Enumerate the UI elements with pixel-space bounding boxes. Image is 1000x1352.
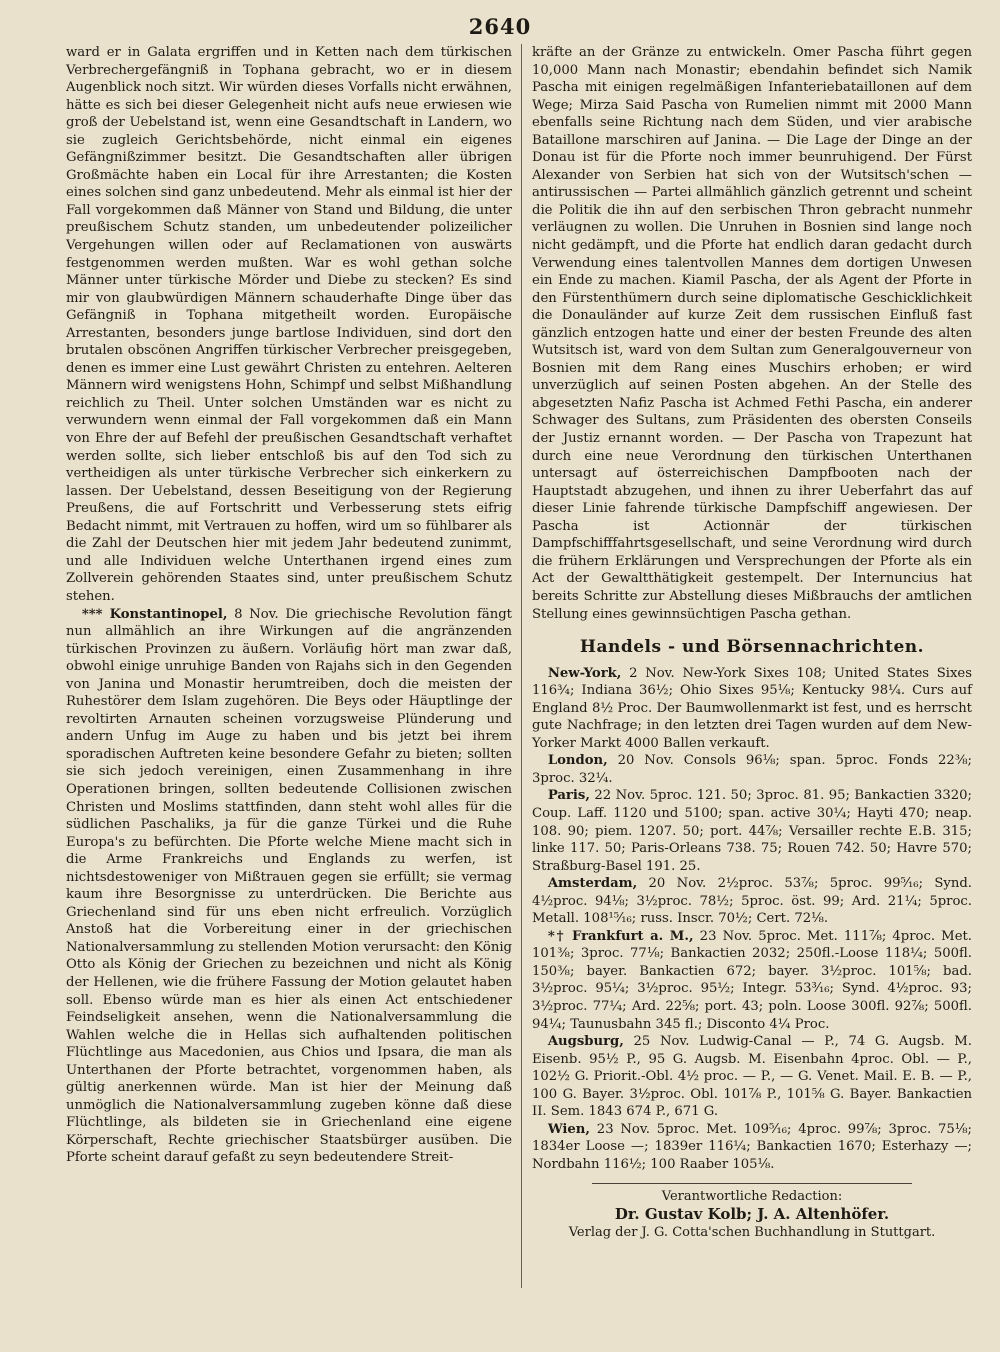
market-place: New-York, (547, 665, 622, 681)
market-place: Paris, (547, 788, 590, 804)
market-text: 23 Nov. 5proc. Met. 109⁵⁄₁₆; 4proc. 99⅞; 3proc. 75⅛; 1834er Loose —; 1839er 116¼; Bankactien 1670; Esterhazy —; Nordbahn 116½; 100 Raaber 105⅛. (532, 1121, 972, 1172)
article-text: 8 Nov. Die griechische Revolution fängt nun allmählich an ihre Wirkungen auf die angränzenden türkischen Provinzen zu äußern. Vorläufig hört man zwar daß, obwohl einige unruhige Banden von Rajahs sich in den Gegenden von Janina und Monastir herumtreiben, doch die meisten der Ruhestörer dem Islam zugehören. Die Beys oder Häuptlinge der revoltirten Arnauten scheinen vorzugsweise Plünderung und andern Unfug im Auge zu haben und bis jetzt bei ihrem sporadischen Auftreten keine besondere Gefahr zu bieten; sollten sie sich jedoch vereinigen, einen Zusammenhang in ihre Operationen bringen, sollten bedeutende Collisionen zwischen Christen und Moslims stattfinden, dann steht wohl alles für die südlichen Paschaliks, ja für die ganze Türkei und die Ruhe Europa's zu befürchten. Die Pforte welche Miene macht sich in die Arme Frankreichs und Englands zu werfen, ist nichtsdestoweniger von Mißtrauen gegen sie erfüllt; sie vermag kaum ihre Besorgnisse zu unterdrücken. Die Berichte aus Griechenland sind für uns eben nicht erfreulich. Vorzüglich Anstoß hat die Vorbereitung einer in der griechischen Nationalversammlung zu stellenden Motion verursacht: den König Otto als König der Griechen zu bezeichnen und nicht als König der Hellenen, wie die frühere Fassung der Motion gelautet haben soll. Ebenso würde man es hier als einen Act entschiedener Feindseligkeit ansehen, wenn die Nationalversammlung die Wahlen welche die in Hellas sich aufhaltenden politischen Flüchtlinge aus Macedonien, aus Chios und Ipsara, die man als Unterthanen der Pforte betrachtet, vorgenommen haben, als gültig anerkennen würde. Man ist hier der Meinung daß unmöglich die Nationalversammlung zugeben könne daß diese Flüchtlinge, als bildeten sie in Griechenland eine eigene Körperschaft, Rechte griechischer Staatsbürger ausüben. Die Pforte scheint darauf gefaßt zu seyn bedeutendere Streit- (66, 606, 512, 1166)
market-entry (532, 1033, 972, 1121)
separator-line (592, 1183, 912, 1184)
market-text: 22 Nov. 5proc. 121. 50; 3proc. 81. 95; Bankactien 3320; Coup. Laff. 1120 und 5100; span. active 30¼; Hayti 470; neap. 108. 90; piem. 1207. 50; port. 44⅞; Versailler rechte E.B. 315; linke 117. 50; Paris-Orleans 738. 75; Rouen 742. 50; Havre 570; Straßburg-Basel 191. 25. (532, 788, 972, 874)
market-text: 2 Nov. New-York Sixes 108; United States Sixes 116¾; Indiana 36½; Ohio Sixes 95⅛; Kentucky 98¼. Curs auf England 8½ Proc. Der Baumwollenmarkt ist fest, und es herrscht gute Nachfrage; in den letzten drei Tagen wurden auf dem New-Yorker Markt 4000 Ballen verkauft. (532, 665, 972, 751)
market-text: 25 Nov. Ludwig-Canal — P., 74 G. Augsb. M. Eisenb. 95½ P., 95 G. Augsb. M. Eisenbahn 4proc. Obl. — P., 102½ G. Priorit.-Obl. 4½ proc. — P., — G. Venet. Mail. E. B. — P., 100 G. Bayer. 3½proc. Obl. 101⅞ P., 101⅝ G. Bayer. Bankactien II. Sem. 1843 674 P., 671 G. (532, 1034, 972, 1120)
market-place: London, (547, 753, 608, 769)
market-text: 20 Nov. 2½proc. 53⅞; 5proc. 99⁵⁄₁₆; Synd. 4½proc. 94⅛; 3½proc. 78½; 5proc. öst. 99; Ard. 21¼; 5proc. Metall. 108¹⁵⁄₁₆; russ. Inscr. 70½; Cert. 72⅛. (532, 876, 972, 927)
market-place: Wien, (547, 1121, 590, 1137)
market-entry (532, 928, 972, 1033)
market-place: Augsburg, (547, 1034, 624, 1050)
market-entry (532, 752, 972, 787)
article-konstantinopel (66, 606, 512, 1168)
market-entry (532, 875, 972, 928)
market-entry (532, 1121, 972, 1174)
publisher-line: Verlag der J. G. Cotta'schen Buchhandlung in Stuttgart. (568, 1224, 936, 1240)
redaction-block (532, 1188, 972, 1241)
redaction-editors: Dr. Gustav Kolb; J. A. Altenhöfer. (614, 1205, 890, 1223)
market-text: 20 Nov. Consols 96⅛; span. 5proc. Fonds 22⅜; 3proc. 32¼. (532, 753, 972, 786)
left-column (66, 44, 512, 1167)
dateline: *** Konstantinopel, (81, 606, 228, 622)
market-text: 23 Nov. 5proc. Met. 111⅞; 4proc. Met. 101⅜; 3proc. 77⅛; Bankactien 2032; 250fl.-Loose 118¼; 500fl. 150⅜; bayer. Bankactien 672; bayer. 3½proc. 101⅝; bad. 3½proc. 95¼; 3½proc. 95½; Integr. 53³⁄₁₆; Synd. 4½proc. 93; 3½proc. 77¼; Ard. 22⅝; port. 43; poln. Loose 300fl. 92⅞; 500fl. 94¼; Taunusbahn 345 fl.; Disconto 4¼ Proc. (532, 928, 972, 1032)
market-place: Amsterdam, (547, 876, 638, 892)
page-number: 2640 (468, 14, 532, 39)
market-place: *† Frankfurt a. M., (547, 928, 694, 944)
column-rule (521, 44, 522, 1288)
article-paragraph: ward er in Galata ergriffen und in Ketten nach dem türkischen Verbrechergefängniß in Tophana gebracht, wo er in diesem Augenblick noch sitzt. Wir würden dieses Vorfalls nicht erwähnen, hätte es sich bei dieser Gelegenheit nicht aufs neue erwiesen wie groß der Uebelstand ist, wenn eine Gesandtschaft in Landern, wo sie zugleich Gerichtsbehörde, nicht einmal ein eigenes Gefängnißzimmer besitzt. Die Gesandtschaften aller übrigen Großmächte haben ein Local für ihre Arrestanten; die Kosten eines solchen sind ganz unbedeutend. Mehr als einmal ist hier der Fall vorgekommen daß Männer von Stand und Bildung, die unter preußischem Schutz standen, um unbedeutender polizeilicher Vergehungen willen oder auf Reclamationen von auswärts festgenommen werden mußten. War es wohl gethan solche Männer unter türkische Mörder und Diebe zu stecken? Es sind mir von glaubwürdigen Männern schauderhafte Dinge über das Gefängniß in Tophana mitgetheilt worden. Europäische Arrestanten, besonders junge bartlose Individuen, sind dort den brutalen obscönen Angriffen türkischer Verbrecher preisgegeben, denen es immer eine Lust gewährt Christen zu entehren. Aelteren Männern wird wenigstens Hohn, Schimpf und selbst Mißhandlung reichlich zu Theil. Unter solchen Umständen war es nicht zu verwundern wenn einmal der Fall vorgekommen daß ein Mann von Ehre der auf Befehl der preußischen Gesandtschaft verhaftet werden sollte, sich lieber entschloß bis auf den Tod sich zu vertheidigen als unter türkische Verbrecher sich einkerkern zu lassen. Der Uebelstand, dessen Beseitigung von der Regierung Preußens, die auf Fortschritt und Verbesserung stets eifrig Bedacht nimmt, mit Vertrauen zu hoffen, wird um so fühlbarer als die Zahl der Deutschen hier mit jedem Jahr bedeutend zunimmt, und alle Individuen welche Unterthanen irgend eines zum Zollverein gehörenden Staates sind, unter preußischem Schutz stehen. (66, 45, 512, 604)
article-paragraph: kräfte an der Gränze zu entwickeln. Omer Pascha führt gegen 10,000 Mann nach Monastir; ebendahin befindet sich Namik Pascha mit einigen regelmäßigen Infanteriebataillonen auf dem Wege; Mirza Said Pascha von Rumelien nimmt mit 2000 Mann ebenfalls seine Richtung nach dem Süden, und vier arabische Bataillone marschiren auf Janina. — Die Lage der Dinge an der Donau ist für die Pforte noch immer beunruhigend. Der Fürst Alexander von Serbien hat sich von der Wutsitsch'schen — antirussischen — Partei allmählich gänzlich getrennt und scheint die Politik die ihn auf den serbischen Thron gebracht nunmehr verläugnen zu wollen. Die Unruhen in Bosnien sind lange noch nicht gedämpft, und die Pforte hat endlich daran gedacht durch Verwendung eines talentvollen Mannes dem dortigen Unwesen ein Ende zu machen. Kiamil Pascha, der als Agent der Pforte in den Fürstenthümern durch seine diplomatische Geschicklichkeit die Donauländer auf kurze Zeit dem russischen Einfluß fast gänzlich entzogen hatte und einer der besten Freunde des alten Wutsitsch ist, ward von dem Sultan zum Generalgouverneur von Bosnien mit dem Rang eines Muschirs erhoben; er wird unverzüglich auf seinen Posten abgehen. An der Stelle des abgesetzten Nafiz Pascha ist Achmed Fethi Pascha, ein anderer Schwager des Sultans, zum Präsidenten des obersten Conseils der Justiz ernannt worden. — Der Pascha von Trapezunt hat durch eine neue Verordnung den türkischen Unterthanen untersagt auf österreichischen Dampfbooten nach der Hauptstadt abzugehen, und ihnen zu ihrer Ueberfahrt das auf dieser Linie fahrende türkische Dampfschiff angewiesen. Der Pascha ist Actionnär der türkischen Dampfschifffahrtsgesellschaft, und seine Verordnung wird durch die frühern Erklärungen und Versprechungen der Pforte als ein Act der Gewaltthätigkeit gestempelt. Der Internuncius hat bereits Schritte zur Abstellung dieses Mißbrauchs der amtlichen Stellung eines gewinnsüchtigen Pascha gethan. (532, 45, 972, 622)
market-entry (532, 665, 972, 753)
right-column (532, 44, 972, 1241)
redaction-heading: Verantwortliche Redaction: (661, 1189, 843, 1205)
section-title: Handels - und Börsennachrichten. (579, 637, 925, 658)
market-entry (532, 787, 972, 875)
